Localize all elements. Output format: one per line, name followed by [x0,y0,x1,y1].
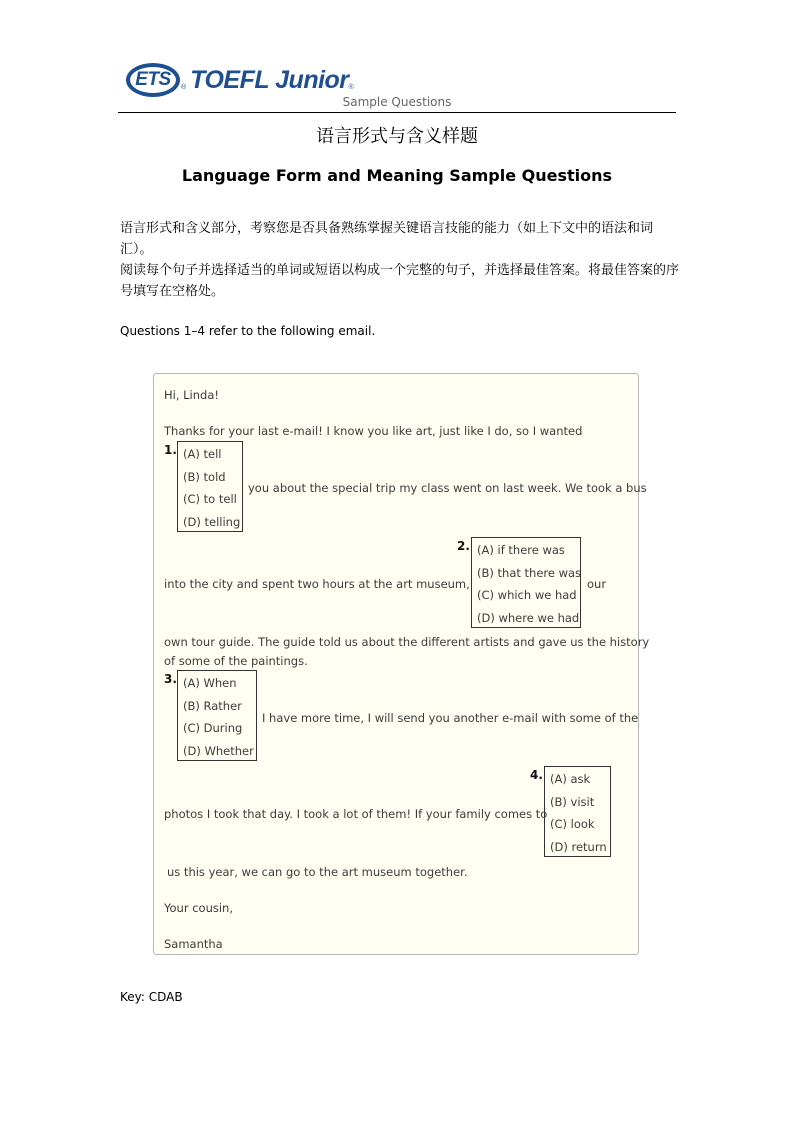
answer-options-4 [544,766,611,857]
answer-option[interactable]: (A) When [183,676,237,690]
email-greeting: Hi, Linda! [164,388,220,402]
email-text-line: you about the special trip my class went on last week. We took a bus [248,481,647,495]
answer-option[interactable]: (B) Rather [183,698,242,713]
email-text-line: our [587,577,607,591]
answer-option[interactable]: (D) telling [183,515,241,530]
answer-option[interactable]: (C) During [183,721,243,736]
answer-options-3 [177,670,257,761]
question-number: 2. [457,539,470,553]
email-text-line: I have more time, I will send you another e-mail with some of the [262,711,639,725]
email-text-line: Thanks for your last e-mail! I know you like art, just like I do, so I wanted [164,424,583,438]
question-number: 1. [164,443,177,457]
answer-option[interactable]: (D) where we had [477,611,580,626]
email-text-line: us this year, we can go to the art museum together. [167,865,468,879]
question-number: 3. [164,672,177,686]
answer-option[interactable]: (D) return [550,840,607,855]
answer-option[interactable]: (A) ask [550,772,591,786]
answer-option[interactable]: (A) if there was [477,543,565,557]
email-text-line: into the city and spent two hours at the art museum, [164,577,470,591]
answer-option[interactable]: (A) tell [183,447,222,461]
email-passage [153,373,650,955]
header-caption: Sample Questions [342,95,452,109]
answer-option[interactable]: (B) that there was [477,565,582,580]
ets-logo-mark: ETS [126,63,180,97]
instructions-paragraph: 语言形式和含义部分，考察您是否具备熟练掌握关键语言技能的能力（如上下文中的语法和词汇）。 [120,221,654,257]
registered-mark: ® [181,83,187,91]
instructions-paragraph: 阅读每个句子并选择适当的单词或短语以构成一个完整的句子，并选择最佳答案。将最佳答案的序号填写在空格处。 [120,263,680,299]
registered-mark: ® [348,83,354,91]
email-text-line: own tour guide. The guide told us about the different artists and gave us the history [164,635,650,649]
instructions [120,218,680,302]
email-text-line: photos I took that day. I took a lot of them! If your family comes to [164,807,548,821]
answer-option[interactable]: (B) told [183,469,226,484]
answer-option[interactable]: (D) Whether [183,744,254,759]
toefl-junior-logo [126,60,354,100]
toefl-junior-wordmark: TOEFL Junior [190,65,349,94]
page-title-english: Language Form and Meaning Sample Questions [181,166,613,185]
header-divider [118,112,676,113]
answer-key: Key: CDAB [120,990,183,1004]
answer-option[interactable]: (C) which we had [477,588,577,603]
question-number: 4. [530,768,543,782]
answer-option[interactable]: (B) visit [550,794,595,809]
answer-option[interactable]: (C) look [550,817,595,832]
email-text-line: of some of the paintings. [164,654,308,668]
questions-reference: Questions 1–4 refer to the following email. [120,324,376,338]
answer-options-1 [177,441,243,532]
email-signature: Samantha [164,937,223,951]
answer-option[interactable]: (C) to tell [183,492,237,507]
email-closing: Your cousin, [164,901,233,915]
answer-options-2 [471,537,581,628]
page-title-chinese: 语言形式与含义样题 [316,126,478,147]
